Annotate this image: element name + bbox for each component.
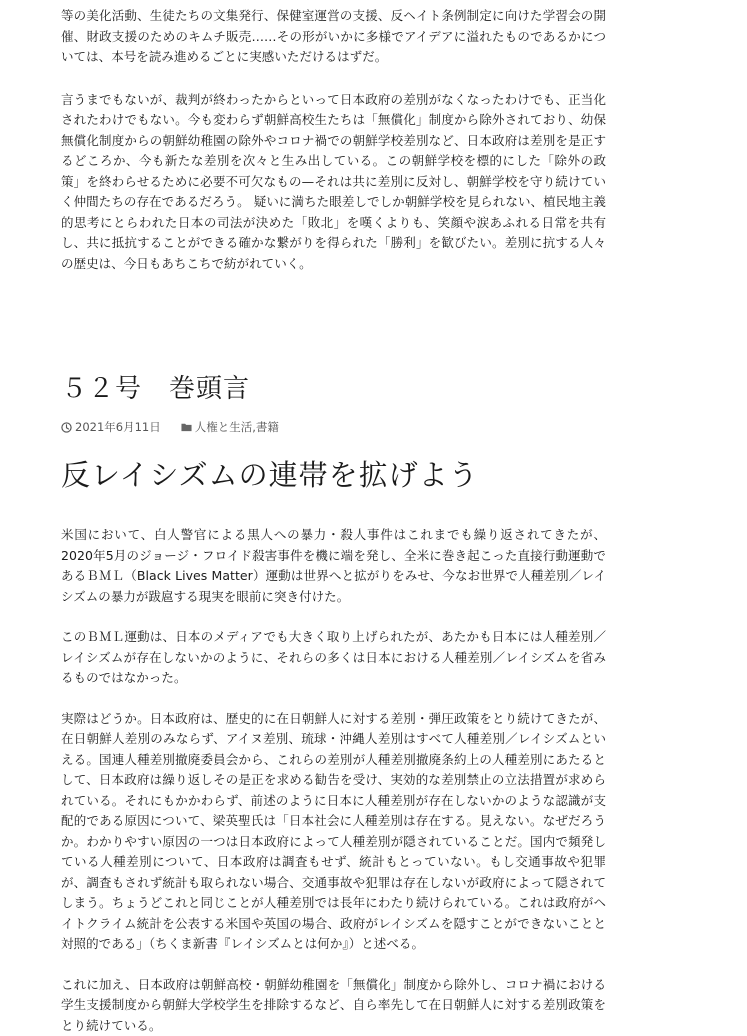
post-date[interactable]: 2021年6月11日 (75, 419, 161, 435)
article-headline: 反レイシズムの連帯を拡げよう (61, 455, 606, 495)
article-paragraph: 米国において、白人警官による黒人への暴力・殺人事件はこれまでも繰り返されてきたが、2020年5月のジョージ・フロイド殺害事件を機に端を発し、全米に巻き起こった直接行動運動であるＢＭＬ（Black Lives Matter）運動は世界へと拡がりをみせ、今なお世界で人種差別／レイシズムの暴力が跋扈する現実を眼前に突き付けた。 (61, 525, 606, 607)
previous-article-paragraph: 言うまでもないが、裁判が終わったからといって日本政府の差別がなくなったわけでも、正当化されたわけでもない。今も変わらず朝鮮高校生たちは「無償化」制度から除外されており、幼保無償化制度からの朝鮮幼稚園の除外やコロナ禍での朝鮮学校差別など、日本政府は差別を是正するどころか、今も新たな差別を次々と生み出している。この朝鮮学校を標的にした「除外の政策」を終わらせるために必要不可欠なもの—それは共に差別に反対し、朝鮮学校を守り続けていく仲間たちの存在であるだろう。 疑いに満ちた眼差しでしか朝鮮学校を見られない、植民地主義的思考にとらわれた日本の司法が決めた「敗北」を嘆くよりも、笑顔や涙あふれる日常を共有し、共に抵抗することができる確かな繋がりを得られた「勝利」を歓びたい。差別に抗する人々の歴史は、今日もあちこちで紡がれていく。 (61, 90, 606, 275)
post-categories (181, 419, 279, 435)
previous-article-paragraph: 等の美化活動、生徒たちの文集発行、保健室運営の支援、反ヘイト条例制定に向けた学習会の開催、財政支援のためのキムチ販売……その形がいかに多様でアイデアに溢れたものであるかについては、本号を読み進めるごとに実感いただけるはずだ。 (61, 6, 606, 68)
clock-icon (61, 422, 72, 433)
folder-icon (181, 422, 192, 432)
category-link-books[interactable]: 書籍 (256, 419, 279, 435)
category-link-human-rights[interactable]: 人権と生活 (195, 419, 253, 435)
article-paragraph: これに加え、日本政府は朝鮮高校・朝鮮幼稚園を「無償化」制度から除外し、コロナ禍における学生支援制度から朝鮮大学校学生を排除するなど、自ら率先して在日朝鮮人に対する差別政策をとり続けている。 (61, 975, 606, 1036)
category-separator: , (252, 419, 256, 435)
article-paragraph: このＢＭＬ運動は、日本のメディアでも大きく取り上げられたが、あたかも日本には人種差別／レイシズムが存在しないかのように、それらの多くは日本における人種差別／レイシズムを省みるものではなかった。 (61, 627, 606, 689)
article-paragraph: 実際はどうか。日本政府は、歴史的に在日朝鮮人に対する差別・弾圧政策をとり続けてきたが、在日朝鮮人差別のみならず、アイヌ差別、琉球・沖縄人差別はすべて人種差別／レイシズムといえる。国連人種差別撤廃委員会から、これらの差別が人種差別撤廃条約上の人種差別にあたるとして、日本政府は繰り返しその是正を求める勧告を受け、実効的な差別禁止の立法措置が求められている。それにもかかわらず、前述のように日本に人種差別が存在しないかのような認識が支配的である原因について、梁英聖氏は「日本社会に人種差別は存在する。見えない。なぜだろうか。わかりやすい原因の一つは日本政府によって人種差別が隠されていることだ。国内で頻発している人種差別について、日本政府は調査もせず、統計もとっていない。もし交通事故や犯罪が、調査もされず統計も取られない場合、交通事故や犯罪は存在しないが政府によって隠されてしまう。ちょうどこれと同じことが人種差別では長年にわたり続けられている。これは政府がヘイトクライム統計を公表する米国や英国の場合、政府がレイシズムを隠すことができないことと対照的である」（ちくま新書『レイシズムとは何か』）と述べる。 (61, 709, 606, 955)
article-page (61, 0, 606, 1036)
post-meta (61, 419, 606, 435)
post-title[interactable]: ５２号 巻頭言 (61, 372, 606, 406)
